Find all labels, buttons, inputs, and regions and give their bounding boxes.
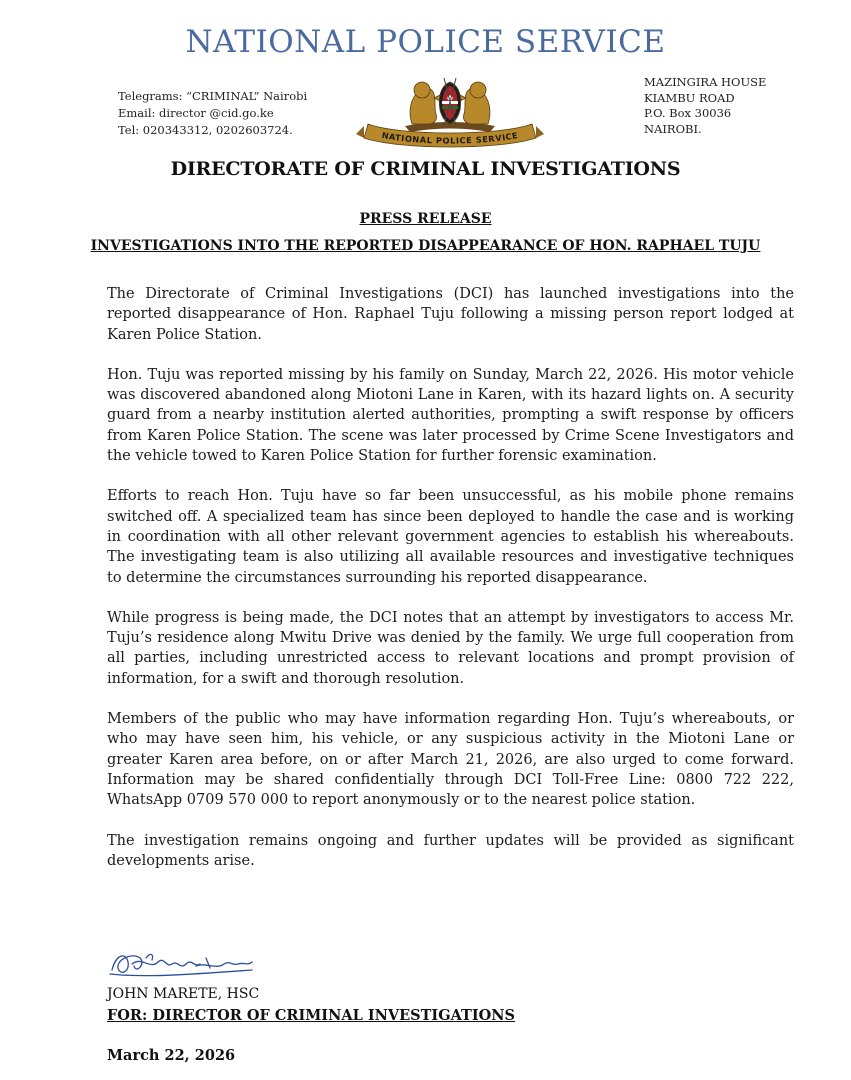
tel-line: Tel: 020343312, 0202603724.: [118, 123, 293, 137]
directorate-heading: DIRECTORATE OF CRIMINAL INVESTIGATIONS: [170, 158, 681, 180]
paragraph: While progress is being made, the DCI notes that an attempt by investigators to access Mr. Tuju’s residence along Mwitu Drive was denied by the family. We urge full cooperation from all parties, including unrestricted access to relevant locations and prompt provision of information, for a swift and thorough resolution.: [107, 609, 794, 687]
paragraph: Efforts to reach Hon. Tuju have so far been unsuccessful, as his mobile phone remains switched off. A specialized team has since been deployed to handle the case and is working in coordination with all other relevant government agencies to establish his whereabouts. The investigating team is also utilizing all available resources and investigative techniques to determine the circumstances surrounding his reported disappearance.: [107, 488, 794, 586]
crest-banner-text: NATIONAL POLICE SERVICE: [380, 129, 520, 146]
release-body: [107, 284, 794, 891]
email-line: Email: director @cid.go.ke: [118, 106, 274, 120]
address-line-2: KIAMBU ROAD: [644, 90, 735, 105]
paragraph: Hon. Tuju was reported missing by his family on Sunday, March 22, 2026. His motor vehicle was discovered abandoned along Miotoni Lane in Karen, with its hazard lights on. A security guard from a nearby institution alerted authorities, prompting a swift response by officers from Karen Police Station. The scene was later processed by Crime Scene Investigators and the vehicle towed to Karen Police Station for further forensic examination.: [107, 366, 794, 465]
address-line-3: P.O. Box 30036: [644, 106, 732, 120]
paragraph: The Directorate of Criminal Investigations (DCI) has launched investigations into the reported disappearance of Hon. Raphael Tuju following a missing person report lodged at Karen Police Station.: [107, 286, 794, 343]
police-crest-icon: [350, 68, 550, 150]
paragraph: The investigation remains ongoing and further updates will be provided as significant developments arise.: [107, 832, 794, 869]
telegrams-line: Telegrams: “CRIMINAL” Nairobi: [118, 89, 308, 103]
contact-right-block: [644, 75, 766, 137]
signatory-name: JOHN MARETE, HSC: [107, 986, 260, 1002]
signatory-office: FOR: DIRECTOR OF CRIMINAL INVESTIGATIONS: [107, 1007, 515, 1024]
paragraph: Members of the public who may have information regarding Hon. Tuju’s whereabouts, or who may have seen him, his vehicle, or any suspicious activity in the Miotoni Lane or greater Karen area before, on or after March 21, 2026, are also urged to come forward. Information may be shared confidentially through DCI Toll-Free Line: 0800 722 222, WhatsApp 0709 570 000 to report anonymously or to the nearest police station.: [107, 711, 794, 809]
release-date: March 22, 2026: [107, 1047, 236, 1064]
contact-left-block: [118, 88, 307, 139]
press-release-label: PRESS RELEASE: [359, 211, 492, 227]
address-line-1: MAZINGIRA HOUSE: [644, 75, 767, 89]
org-title: NATIONAL POLICE SERVICE: [185, 24, 666, 60]
address-line-4: NAIROBI.: [644, 121, 702, 136]
signature-icon: [106, 944, 256, 984]
release-headline: INVESTIGATIONS INTO THE REPORTED DISAPPEARANCE OF HON. RAPHAEL TUJU: [90, 238, 761, 254]
